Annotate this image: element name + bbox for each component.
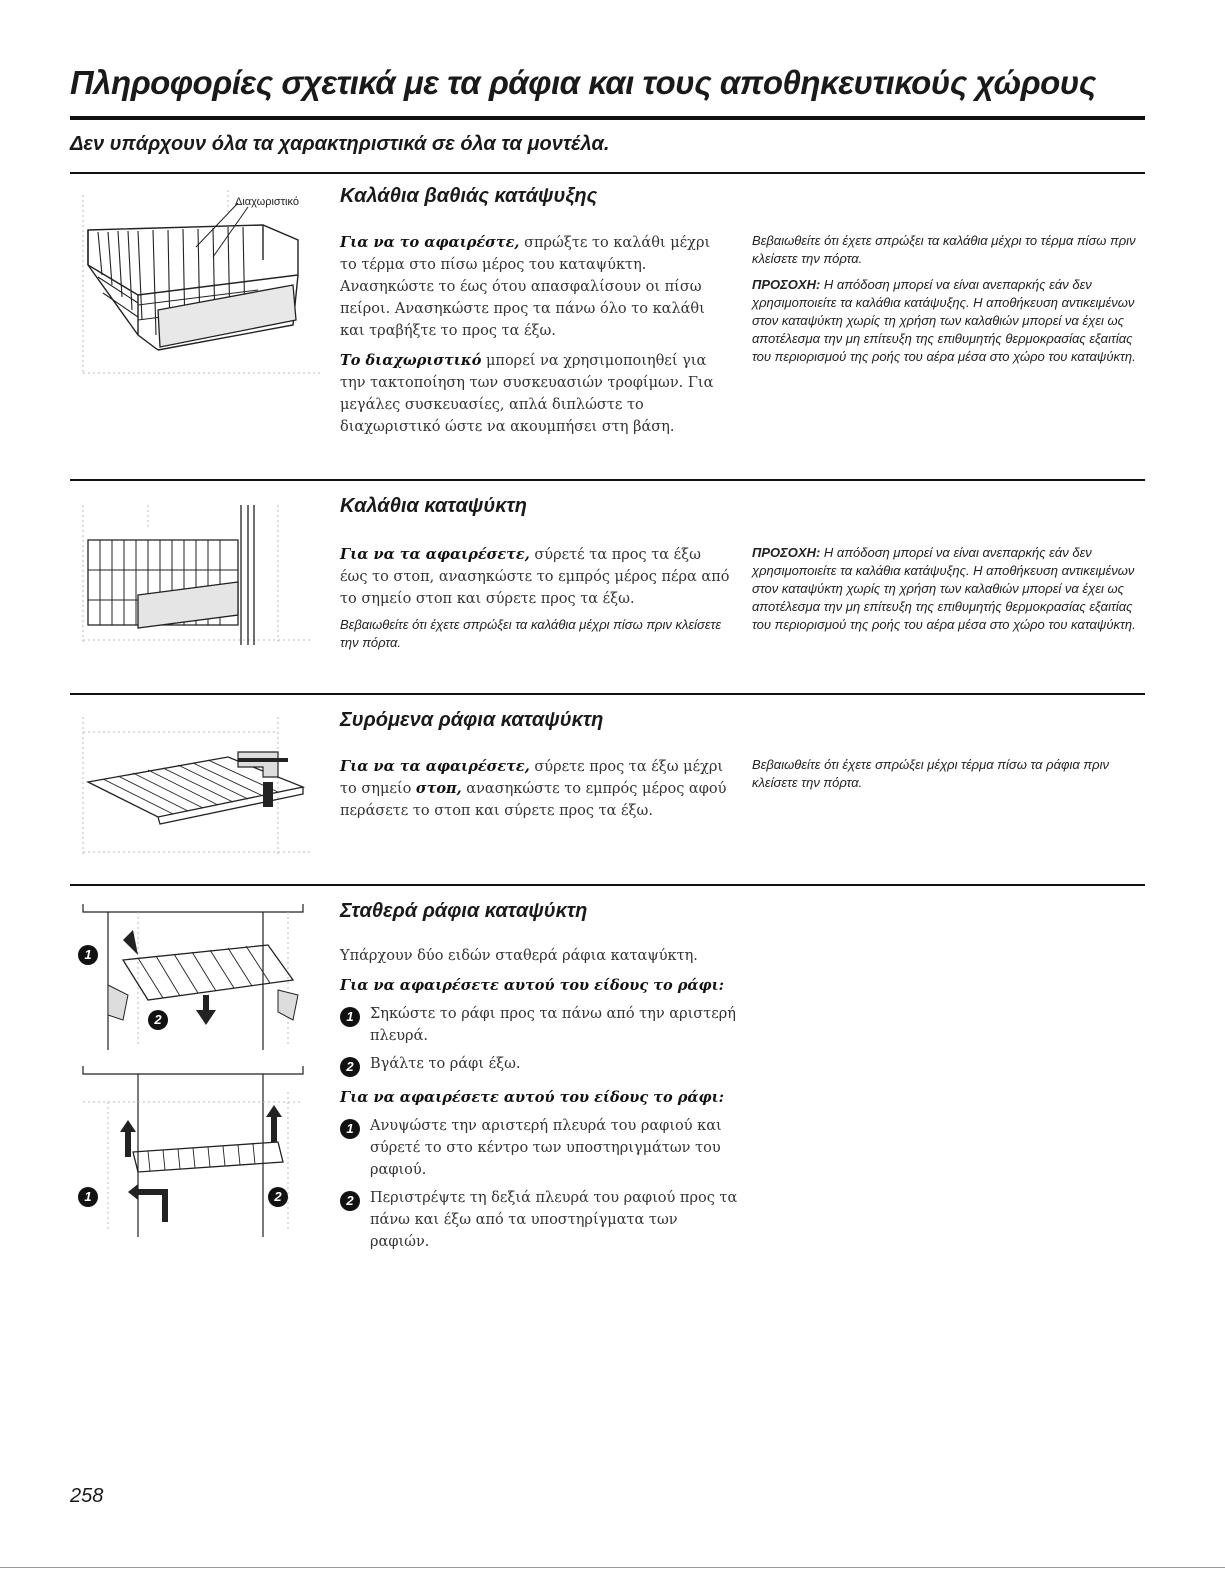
section-divider [70,693,1145,695]
section1-paragraph-2 [340,350,730,438]
section3-instructions [340,756,730,822]
section-heading-freezer-baskets: Καλάθια καταψύκτη [340,495,527,517]
type-b-heading [340,1087,740,1109]
section-divider [70,884,1145,886]
section-divider [70,479,1145,481]
section3-text-b: ανασηκώστε το εμπρός μέρος αφού περάσετε το στοπ και σύρετε προς τα έξω. [340,781,727,819]
section4-intro: Υπάρχουν δύο ειδών σταθερά ράφια καταψύκτη. [340,948,698,964]
step-badge-2: 2 [340,1191,360,1211]
fixed-shelf-type-b-illustration [78,1062,308,1242]
type-a-heading [340,975,740,997]
type-b-step-2 [340,1187,740,1253]
section2-lead: Για να τα αφαιρέσετε, [340,546,530,563]
section3-stop: στοπ, [415,780,462,797]
page-number: 258 [70,1485,104,1507]
title-divider [70,116,1145,120]
type-a-step-1-text: Σηκώστε το ράφι προς τα πάνω από την αριστερή πλευρά. [370,1006,736,1044]
section1-notes [752,232,1147,366]
section1-paragraph-1 [340,232,730,342]
caution-label: ΠΡΟΣΟΧΗ: [752,277,821,292]
section2-paragraph-1 [340,544,730,610]
type-b-step-1-text: Ανυψώστε την αριστερή πλευρά του ραφιού και σύρετέ το στο κέντρο των υποστηριγμάτων του ραφιού. [370,1118,722,1178]
step-badge-2: 2 [340,1057,360,1077]
section2-notes [752,544,1147,634]
type-b-step-1 [340,1115,740,1181]
section1-instructions [340,232,730,438]
page-subtitle: Δεν υπάρχουν όλα τα χαρακτηριστικά σε όλα τα μοντέλα. [70,133,610,155]
type-a-step-2 [340,1053,740,1075]
fixed-shelf-type-a-illustration [78,900,308,1050]
type-b-lead: Για να αφαιρέσετε αυτού του είδους το ράφι: [340,1089,724,1106]
section4-instructions [340,945,740,1253]
deep-freeze-basket-illustration [78,185,328,380]
step-badge-1: 1 [340,1007,360,1027]
section1-caution [752,276,1147,366]
sliding-shelf-illustration [78,712,318,862]
section3-text-a: σύρετε προς τα έξω μέχρι το σημείο [340,759,724,797]
section1-lead: Για να το αφαιρέστε, [340,234,520,251]
section-heading-sliding-shelves: Συρόμενα ράφια καταψύκτη [340,709,604,731]
step-badge-2: 2 [268,1187,288,1207]
section3-paragraph-1 [340,756,730,822]
freezer-basket-illustration [78,500,318,650]
type-a-step-1 [340,1003,740,1047]
caution-label: ΠΡΟΣΟΧΗ: [752,545,821,560]
section3-lead: Για να τα αφαιρέσετε, [340,758,530,775]
step-badge-2: 2 [148,1010,168,1030]
bottom-edge-line [0,1567,1225,1568]
section2-inline-note: Βεβαιωθείτε ότι έχετε σπρώξει τα καλάθια μέχρι πίσω πριν κλείσετε την πόρτα. [340,617,722,650]
section2-instructions [340,544,730,652]
section3-note: Βεβαιωθείτε ότι έχετε σπρώξει μέχρι τέρμα πίσω τα ράφια πριν κλείσετε την πόρτα. [752,757,1109,790]
section-heading-deep-freeze-baskets: Καλάθια βαθιάς κατάψυξης [340,185,598,207]
section1-text: σπρώξτε το καλάθι μέχρι το τέρμα στο πίσω μέρος του καταψύκτη. Ανασηκώστε το έως ότου απασφαλίσουν οι πίσω πείροι. Ανασηκώστε προς τα πάνω όλο το καλάθι και τραβήξτε το προς τα έξω. [340,235,711,339]
caution-text: Η απόδοση μπορεί να είναι ανεπαρκής εάν δεν χρησιμοποιείτε τα καλάθια κατάψυξης. Η αποθήκευση αντικειμένων στον καταψύκτη χωρίς τη χρήση των καλαθιών μπορεί να έχει ως αποτέλεσμα την μη επίτευξη της επιθυμητής θερμοκρασίας εξαιτίας του περιορισμού της ροής του αέρα μέσα στο χώρο του καταψύκτη. [752,277,1136,364]
step-badge-1: 1 [78,945,98,965]
caution-text: Η απόδοση μπορεί να είναι ανεπαρκής εάν δεν χρησιμοποιείτε τα καλάθια κατάψυξης. Η αποθήκευση αντικειμένων στον καταψύκτη χωρίς τη χρήση των καλαθιών μπορεί να έχει ως αποτέλεσμα την μη επίτευξη της επιθυμητής θερμοκρασίας εξαιτίας του περιορισμού της ροής του αέρα μέσα στο χώρο του καταψύκτη. [752,545,1136,632]
divider-callout-label: Διαχωριστικό [235,196,299,208]
type-a-step-2-text: Βγάλτε το ράφι έξω. [370,1056,521,1072]
section1-note: Βεβαιωθείτε ότι έχετε σπρώξει τα καλάθια μέχρι το τέρμα πίσω πριν κλείσετε την πόρτα. [752,233,1136,266]
page-title: Πληροφορίες σχετικά με τα ράφια και τους αποθηκευτικούς χώρους [70,64,1096,101]
step-badge-1: 1 [340,1119,360,1139]
section2-text: σύρετέ τα προς τα έξω έως το στοπ, ανασηκώστε το εμπρός μέρος πέρα από το σημείο στοπ και σύρετε προς τα έξω. [340,547,730,607]
type-a-lead: Για να αφαιρέσετε αυτού του είδους το ράφι: [340,977,724,994]
type-b-step-2-text: Περιστρέψτε τη δεξιά πλευρά του ραφιού προς τα πάνω και έξω από τα υποστηρίγματα των ραφιών. [370,1190,738,1250]
section-heading-fixed-shelves: Σταθερά ράφια καταψύκτη [340,900,588,922]
section1-divider-lead: Το διαχωριστικό [340,352,482,369]
step-badge-1: 1 [78,1187,98,1207]
section-divider [70,172,1145,174]
section2-caution [752,544,1147,634]
section1-divider-text: μπορεί να χρησιμοποιηθεί για την τακτοποίηση των συσκευασιών τροφίμων. Για μεγάλες συσκευασίες, απλά διπλώστε το διαχωριστικό ώστε να ακουμπήσει στη βάση. [340,353,714,435]
